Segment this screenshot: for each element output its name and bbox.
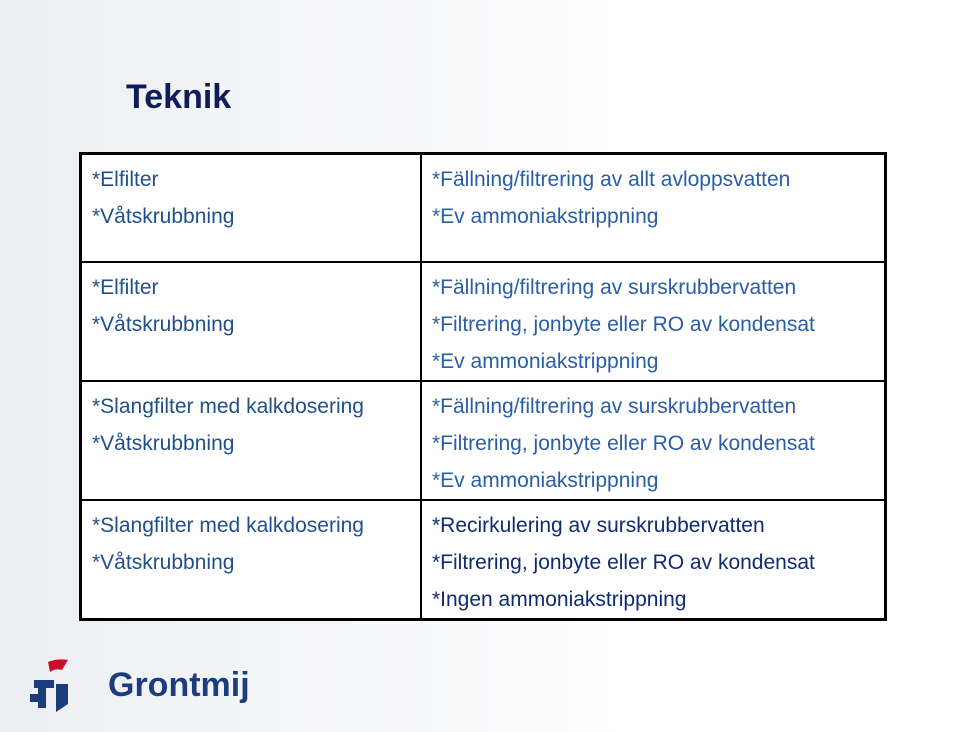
table-cell-right <box>421 500 886 620</box>
table-cell-right <box>421 381 886 500</box>
cell-line: *Slangfilter med kalkdosering <box>92 513 364 537</box>
table-cell-left <box>81 381 422 500</box>
cell-line: *Recirkulering av surskrubbervatten <box>432 513 765 537</box>
cell-line: *Ingen ammoniakstrippning <box>432 587 687 611</box>
cell-line: *Ev ammoniakstrippning <box>432 468 659 492</box>
cell-line: *Våtskrubbning <box>92 550 235 574</box>
table-cell-left <box>81 500 422 620</box>
technology-table <box>79 152 887 621</box>
cell-line: *Våtskrubbning <box>92 205 235 228</box>
cell-line: *Filtrering, jonbyte eller RO av kondensat <box>432 550 815 574</box>
table-cell-left <box>81 262 422 381</box>
cell-line: *Våtskrubbning <box>92 312 235 336</box>
cell-line: *Ev ammoniakstrippning <box>432 205 659 228</box>
cell-line: *Elfilter <box>92 275 159 299</box>
table-row <box>81 500 886 620</box>
cell-line: *Slangfilter med kalkdosering <box>92 394 364 418</box>
page-title: Teknik <box>126 78 232 116</box>
cell-line: *Fällning/filtrering av surskrubbervatten <box>432 275 797 299</box>
cell-line: *Elfilter <box>92 168 159 191</box>
cell-line: *Ev ammoniakstrippning <box>432 349 659 373</box>
grontmij-logo <box>28 658 248 714</box>
cell-line: *Fällning/filtrering av surskrubbervatten <box>432 394 797 418</box>
cell-line: *Filtrering, jonbyte eller RO av kondensat <box>432 312 815 336</box>
logo-wordmark: Grontmij <box>108 666 250 704</box>
cell-line: *Filtrering, jonbyte eller RO av kondensat <box>432 431 815 455</box>
table-cell-right <box>421 154 886 262</box>
table-cell-right <box>421 262 886 381</box>
table-row <box>81 154 886 262</box>
table-cell-left <box>81 154 422 262</box>
grontmij-mark-icon <box>28 658 76 714</box>
table-row <box>81 262 886 381</box>
cell-line: *Fällning/filtrering av allt avloppsvatten <box>432 168 791 191</box>
table-row <box>81 381 886 500</box>
cell-line: *Våtskrubbning <box>92 431 235 455</box>
